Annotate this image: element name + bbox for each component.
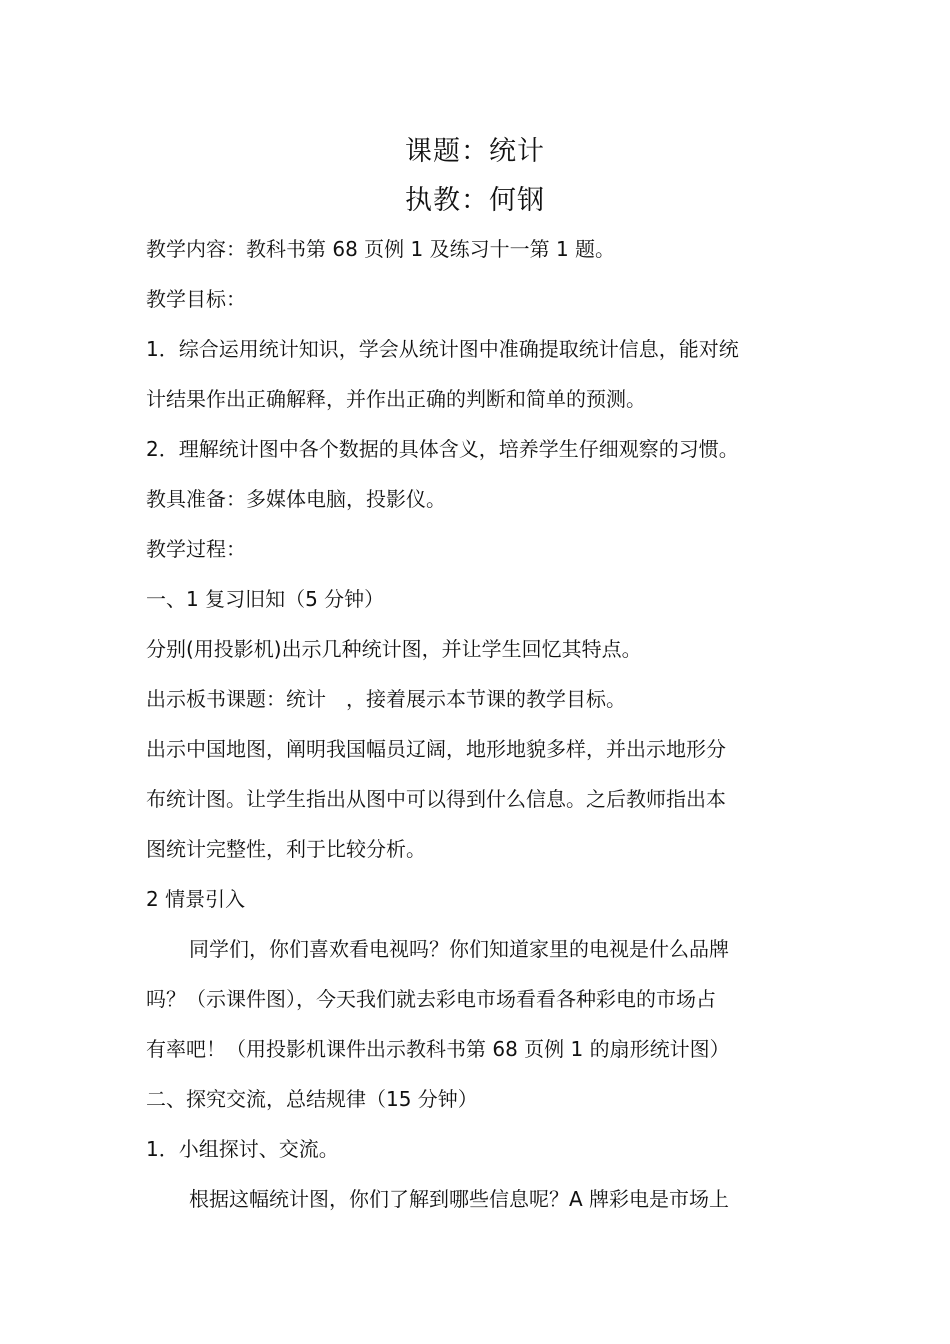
teaching-goals-heading: 教学目标： [146, 287, 246, 311]
paragraph-line: 出示板书课题：统计 ，接着展示本节课的教学目标。 [146, 687, 626, 711]
teaching-content: 教学内容：教科书第 68 页例 1 及练习十一第 1 题。 [146, 237, 616, 261]
paragraph-line: 根据这幅统计图，你们了解到哪些信息呢？A 牌彩电是市场上 [189, 1187, 730, 1211]
goal-2: 2．理解统计图中各个数据的具体含义，培养学生仔细观察的习惯。 [146, 437, 739, 461]
section-1-heading: 一、1 复习旧知（5 分钟） [146, 587, 385, 611]
paragraph-line: 出示中国地图，阐明我国幅员辽阔，地形地貌多样，并出示地形分 [146, 737, 726, 761]
goal-1-line-2: 计结果作出正确解释，并作出正确的判断和简单的预测。 [146, 387, 646, 411]
paragraph-line: 同学们，你们喜欢看电视吗？你们知道家里的电视是什么品牌 [189, 937, 729, 961]
teaching-tools: 教具准备：多媒体电脑，投影仪。 [146, 487, 446, 511]
paragraph-line: 吗？（示课件图），今天我们就去彩电市场看看各种彩电的市场占 [146, 987, 716, 1011]
paragraph-line: 图统计完整性，利于比较分析。 [146, 837, 426, 861]
section-3-heading: 二、探究交流，总结规律（15 分钟） [146, 1087, 478, 1111]
paragraph-line: 分别(用投影机)出示几种统计图，并让学生回忆其特点。 [146, 637, 642, 661]
paragraph-line: 有率吧！（用投影机课件出示教科书第 68 页例 1 的扇形统计图） [146, 1037, 730, 1061]
section-2-heading: 2 情景引入 [146, 887, 246, 911]
lesson-title: 课题：统计 [405, 136, 545, 167]
paragraph-line: 布统计图。让学生指出从图中可以得到什么信息。之后教师指出本 [146, 787, 726, 811]
teaching-process-heading: 教学过程： [146, 537, 246, 561]
subsection-heading: 1．小组探讨、交流。 [146, 1137, 339, 1161]
goal-1-line-1: 1．综合运用统计知识，学会从统计图中准确提取统计信息，能对统 [146, 337, 739, 361]
teacher-name: 执教：何钢 [405, 185, 545, 216]
